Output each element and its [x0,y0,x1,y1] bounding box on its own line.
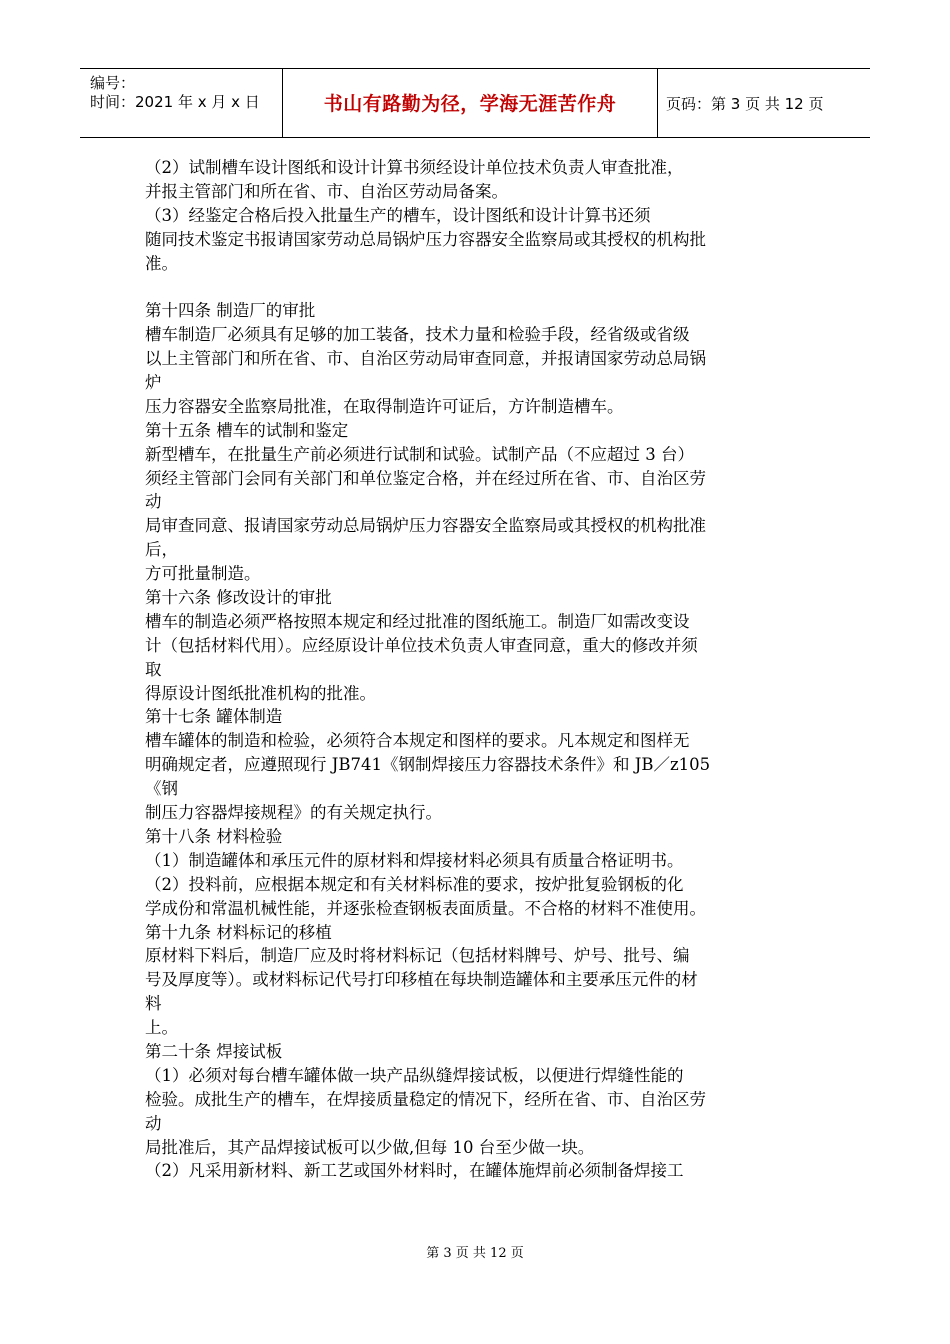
body-text-line: 《钢 [145,779,178,799]
body-text-line: 原材料下料后，制造厂应及时将材料标记（包括材料牌号、炉号、批号、编 [145,946,690,966]
body-text-line: 第十七条 罐体制造 [145,707,283,727]
body-text-line: 槽车的制造必须严格按照本规定和经过批准的图纸施工。制造厂如需改变设 [145,611,690,631]
body-text-line: 上。 [145,1018,178,1038]
header-motto-cell [282,69,658,137]
page-header [80,68,870,138]
document-body [145,156,825,1183]
body-text-line: 须经主管部门会同有关部门和单位鉴定合格，并在经过所在省、市、自治区劳 [145,468,706,488]
body-text-line: 炉 [145,373,162,393]
body-text-line: （1）制造罐体和承压元件的原材料和焊接材料必须具有质量合格证明书。 [145,850,684,870]
page-footer: 第 3 页 共 12 页 [426,1246,524,1261]
body-text-line: 槽车罐体的制造和检验，必须符合本规定和图样的要求。凡本规定和图样无 [145,731,690,751]
document-number-label: 编号： [90,74,136,92]
body-text-line: 学成份和常温机械性能，并逐张检查钢板表面质量。不合格的材料不准使用。 [145,898,706,918]
body-text-line: 准。 [145,253,178,273]
body-text-line: 槽车制造厂必须具有足够的加工装备，技术力量和检验手段，经省级或省级 [145,325,690,345]
body-text-line: 以上主管部门和所在省、市、自治区劳动局审查同意，并报请国家劳动总局锅 [145,349,706,369]
body-text-line: 料 [145,994,162,1014]
body-text-line: 局审查同意、报请国家劳动总局锅炉压力容器安全监察局或其授权的机构批准 [145,516,706,536]
document-date-label: 时间：2021 年 x 月 x 日 [90,93,260,111]
body-text-line: 新型槽车，在批量生产前必须进行试制和试验。试制产品（不应超过 3 台） [145,444,694,464]
body-text-line: 第十九条 材料标记的移植 [145,922,332,942]
body-text-line [145,275,825,299]
body-text-line: 明确规定者，应遵照现行 JB741《钢制焊接压力容器技术条件》和 JB／z105 [145,755,711,775]
body-text-line: 动 [145,1113,162,1133]
body-text-line: （1）必须对每台槽车罐体做一块产品纵缝焊接试板，以便进行焊缝性能的 [145,1065,684,1085]
body-text-line: 局批准后，其产品焊接试板可以少做,但每 10 台至少做一块。 [145,1137,595,1157]
body-text-line: （2）试制槽车设计图纸和设计计算书须经设计单位技术负责人审查批准， [145,158,684,177]
header-motto: 书山有路勤为径，学海无涯苦作舟 [323,93,617,115]
header-info-cell [80,69,282,137]
body-text-line: 第十八条 材料检验 [145,826,283,846]
body-text-line: 第十四条 制造厂的审批 [145,301,316,321]
body-text-line: 第十六条 修改设计的审批 [145,588,332,608]
body-text-line: 方可批量制造。 [145,564,261,584]
body-text-line: 计（包括材料代用）。应经原设计单位技术负责人审查同意，重大的修改并须 [145,635,698,655]
body-text-line: 号及厚度等）。或材料标记代号打印移植在每块制造罐体和主要承压元件的材 [145,970,698,990]
header-page-info: 页码：第 3 页 共 12 页 [666,95,824,113]
body-text-line: 取 [145,659,162,679]
body-text-line: （2）投料前，应根据本规定和有关材料标准的要求，按炉批复验钢板的化 [145,874,684,894]
body-text-line: 随同技术鉴定书报请国家劳动总局锅炉压力容器安全监察局或其授权的机构批 [145,229,706,249]
body-text-line: 动 [145,492,162,512]
body-text-line: 压力容器安全监察局批准，在取得制造许可证后，方许制造槽车。 [145,396,624,416]
body-text-line: 并报主管部门和所在省、市、自治区劳动局备案。 [145,181,508,201]
body-text-line: 第二十条 焊接试板 [145,1041,283,1061]
body-text-line: （3）经鉴定合格后投入批量生产的槽车，设计图纸和设计计算书还须 [145,205,651,225]
body-text-line: 第十五条 槽车的试制和鉴定 [145,420,349,440]
header-page-cell [658,69,870,137]
body-text-line: （2）凡采用新材料、新工艺或国外材料时，在罐体施焊前必须制备焊接工 [145,1161,684,1181]
body-text-line: 检验。成批生产的槽车，在焊接质量稳定的情况下，经所在省、市、自治区劳 [145,1089,706,1109]
body-text-line: 得原设计图纸批准机构的批准。 [145,683,376,703]
body-text-line: 制压力容器焊接规程》的有关规定执行。 [145,803,442,823]
body-text-line: 后， [145,540,178,560]
